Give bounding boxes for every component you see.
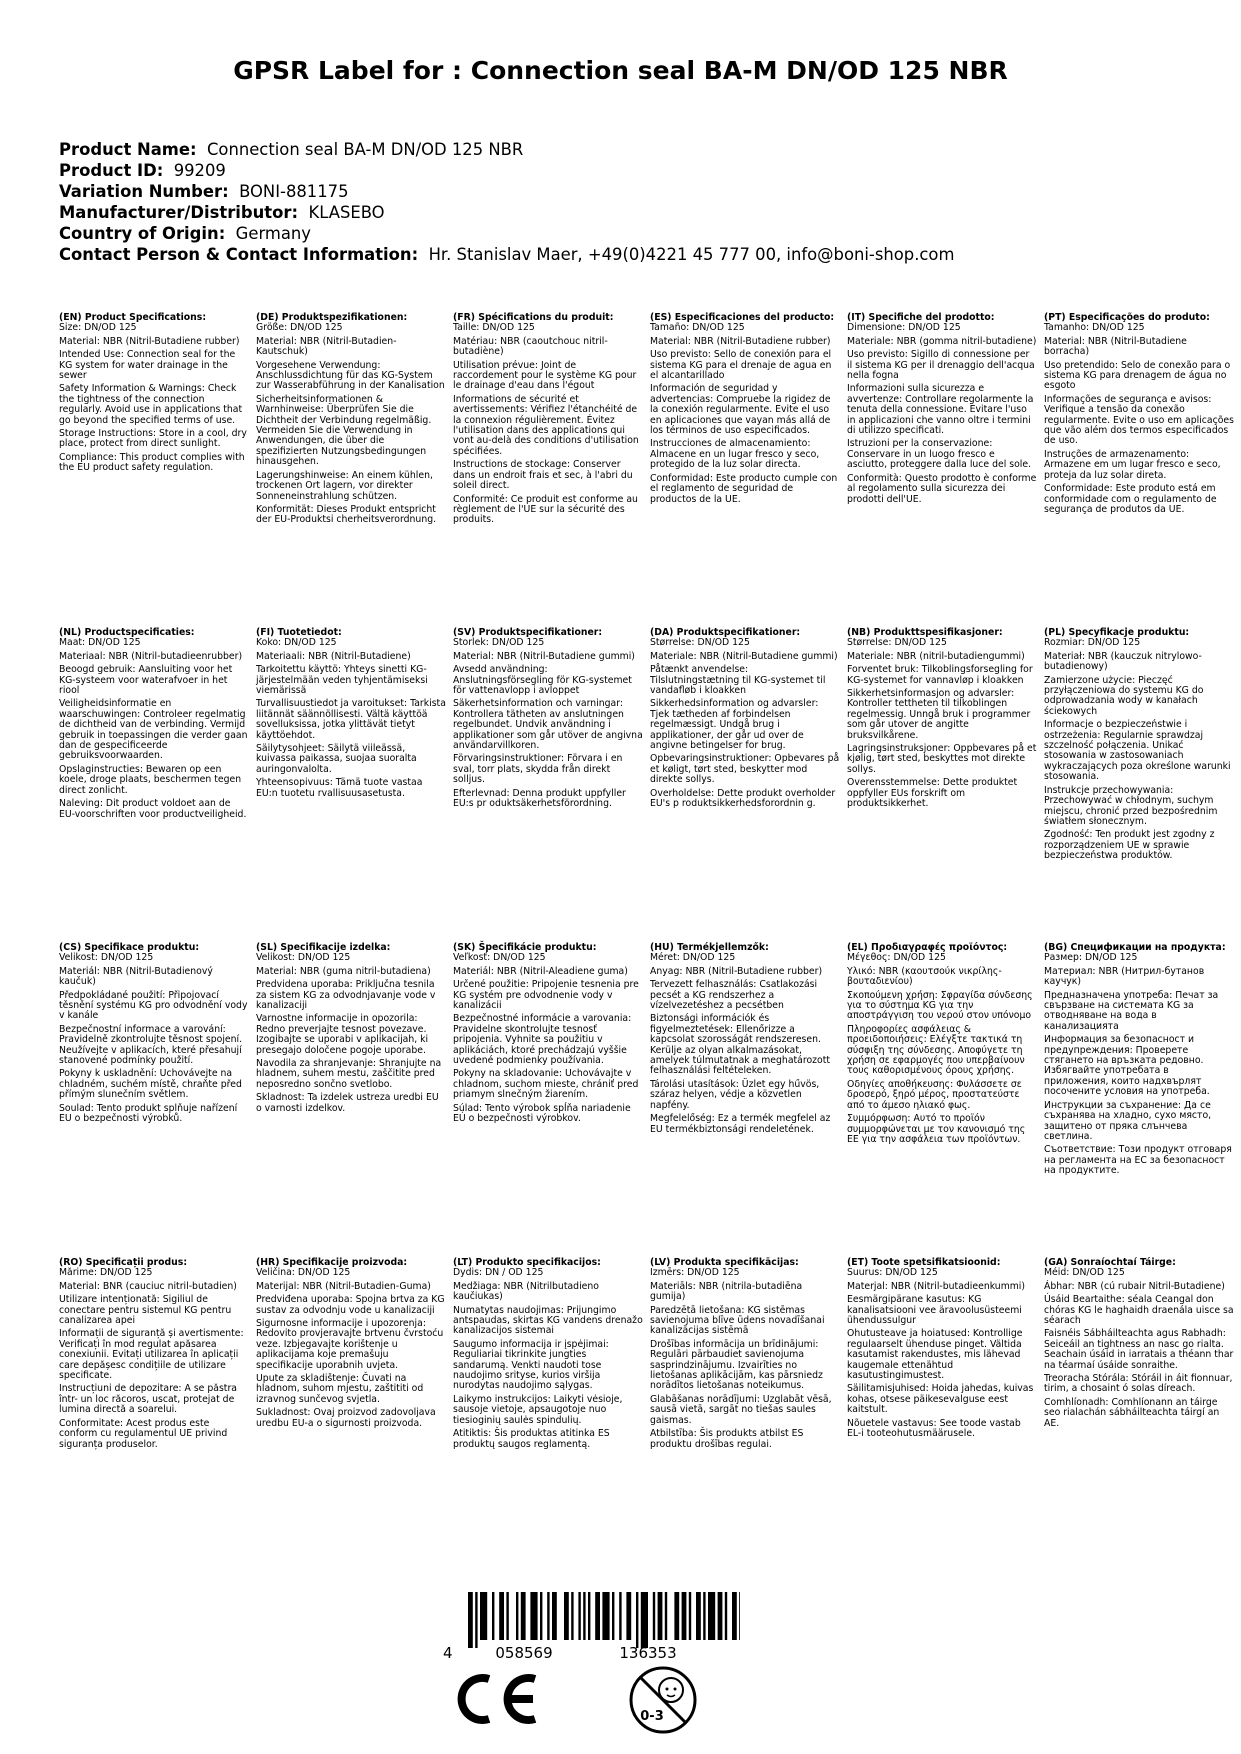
- spec-line: Overholdelse: Dette produkt overholder EU's p roduktsikkerhedsforordnin g.: [650, 787, 836, 810]
- barcode-bar: [530, 1592, 537, 1640]
- spec-section-heading: (LV) Produkta specifikācijas:: [650, 1257, 799, 1268]
- spec-line: Sukladnost: Ovaj proizvod zadovoljava uredbu EU-a o sigurnosti proizvoda.: [256, 1407, 436, 1429]
- spec-line: Beoogd gebruik: Aansluiting voor het KG-systeem voor waterafvoer in het riool: [59, 664, 233, 697]
- product-info-block: [59, 139, 954, 265]
- barcode-bar: [602, 1592, 609, 1640]
- spec-line: Numatytas naudojimas: Prijungimo antspaudas, skirtas KG vandens drenažo kanalizacijos sistemai: [453, 1304, 643, 1337]
- page-title: GPSR Label for : Connection seal BA-M DN/OD 125 NBR: [233, 56, 1008, 85]
- info-value: Germany: [235, 224, 312, 243]
- barcode-bar: [739, 1592, 740, 1640]
- spec-line: Utilizare intenționată: Sigiliul de conectare pentru sistemul KG pentru canalizarea apei: [59, 1294, 232, 1327]
- spec-line: Efterlevnad: Denna produkt uppfyller EU:s pr oduktsäkerhetsförordning.: [453, 787, 626, 810]
- spec-section-heading: (HR) Specifikacije proizvoda:: [256, 1257, 408, 1268]
- barcode-bars: [468, 1592, 740, 1648]
- spec-section-heading: (IT) Specifiche del prodotto:: [847, 312, 995, 323]
- spec-line: Avsedd användning: Anslutningsförsegling för KG-systemet för vattenavlopp i avloppet: [453, 664, 632, 697]
- spec-line: Предназначена употреба: Печат за свързване на системата KG за отводняване на вода в канализацията: [1044, 989, 1219, 1032]
- spec-section: [1044, 943, 1234, 1180]
- spec-line: Paredzētā lietošana: KG sistēmas savienojuma blīve ūdens novadīšanai kanalizācijas sistēmā: [650, 1304, 825, 1337]
- spec-section-heading: (FR) Spécifications du produit:: [453, 312, 614, 323]
- barcode-bar: [578, 1592, 580, 1640]
- spec-line: Pokyny k uskladnění: Uchovávejte na chladném, suchém místě, chraňte před přímým slunečním světlem.: [59, 1068, 242, 1101]
- spec-line: Lagerungshinweise: An einem kühlen, trockenen Ort lagern, vor direkter Sonneneinstrahlung schützen.: [256, 469, 433, 502]
- spec-line: Storage Instructions: Store in a cool, dry place, protect from direct sunlight.: [59, 428, 247, 450]
- barcode-bar: [636, 1592, 638, 1648]
- barcode-bar: [564, 1592, 569, 1640]
- spec-line: Säilytysohjeet: Säilytä viileässä, kuivassa paikassa, suojaa suoralta auringonvalolta.: [256, 743, 417, 775]
- spec-line: Uso previsto: Sigillo di connessione per il sistema KG per il drenaggio dell'acqua nella fogna: [847, 349, 1035, 382]
- spec-section: [650, 943, 840, 1138]
- spec-section-heading: (RO) Specificații produs:: [59, 1257, 188, 1268]
- barcode-bar: [725, 1592, 727, 1640]
- spec-section: [847, 1258, 1037, 1443]
- barcode-bar: [480, 1592, 487, 1640]
- spec-line: Glabāšanas norādījumi: Uzglabāt vēsā, sausā vietā, sargāt no tiešas saules gaismas.: [650, 1393, 832, 1426]
- barcode-bar: [595, 1592, 600, 1640]
- spec-line: Materiał: NBR (kauczuk nitrylowo-butadienowy): [1044, 650, 1202, 673]
- spec-line: Påtænkt anvendelse: Tilslutningstætning til KG-systemet til vandafløb i kloakken: [650, 664, 826, 697]
- spec-line: Veličina: DN/OD 125: [256, 1267, 351, 1279]
- spec-line: Förvaringsinstruktioner: Förvara i en sval, torr plats, skydda från direkt solljus.: [453, 753, 623, 786]
- spec-line: Istruzioni per la conservazione: Conservare in un luogo fresco e asciutto, proteggere dalla luce del sole.: [847, 438, 1032, 471]
- spec-line: Taille: DN/OD 125: [453, 322, 535, 334]
- spec-line: Υλικό: NBR (καουτσούκ νικρίλης-βουταδιενίου): [847, 965, 1002, 988]
- spec-section: [847, 943, 1037, 1148]
- barcode-bar: [506, 1592, 508, 1640]
- spec-line: Uso previsto: Sello de conexión para el sistema KG para el drenaje de agua en el alcantarillado: [650, 349, 832, 382]
- barcode-bar: [540, 1592, 542, 1640]
- spec-line: Материал: NBR (Нитрил-бутанов каучук): [1044, 965, 1205, 988]
- spec-section: [847, 313, 1037, 508]
- spec-line: Skladnost: Ta izdelek ustreza uredbi EU o varnosti izdelkov.: [256, 1092, 439, 1114]
- spec-line: Materiale: NBR (gomma nitril-butadiene): [847, 335, 1037, 347]
- spec-line: Material: BNR (cauciuc nitril-butadien): [59, 1280, 237, 1292]
- spec-line: Tamaño: DN/OD 125: [650, 322, 745, 334]
- spec-line: Konformität: Dieses Produkt entspricht der EU-Produktsi cherheitsverordnung.: [256, 503, 437, 526]
- barcode-bar: [612, 1592, 614, 1640]
- spec-line: Conformidad: Este producto cumple con el reglamento de seguridad de productos de la UE.: [650, 472, 838, 505]
- spec-line: Atitiktis: Šis produktas atitinka ES produktų saugos reglamentą.: [453, 1428, 610, 1450]
- spec-line: Soulad: Tento produkt splňuje nařízení EU o bezpečnosti výrobků.: [59, 1102, 238, 1125]
- spec-line: Инструкции за съхранение: Да се съхранява на хладно, сухо място, защитено от пряка слънчева светлина.: [1044, 1099, 1212, 1142]
- spec-line: Συμμόρφωση: Αυτό το προϊόν συμμορφώνεται με τον κανονισμό της ΕΕ για την ασφάλεια των προϊόντων.: [847, 1113, 1026, 1145]
- ean-barcode: [440, 1592, 740, 1662]
- spec-section: [1044, 1258, 1234, 1432]
- spec-line: Turvallisuustiedot ja varoitukset: Tarkista liitännät säännöllisesti. Vältä käyttöä sovelluksissa, jotka ylittävät tietyt käyttöehdot.: [256, 698, 446, 741]
- spec-section-heading: (PL) Specyfikacje produktu:: [1044, 627, 1190, 638]
- spec-section: [256, 943, 446, 1117]
- spec-line: Sikkerhetsinformasjon og advarsler: Kontroller tettheten til tilkoblingen regelmessig. Unngå bruk i programmer som går utover de angitte bruksvilkårene.: [847, 688, 1031, 741]
- spec-line: Ábhar: NBR (cú rubair Nitril-Butadiene): [1044, 1280, 1225, 1292]
- spec-line: Suurus: DN/OD 125: [847, 1267, 938, 1279]
- barcode-bar: [475, 1592, 477, 1648]
- barcode-digits-left: 058569: [495, 1644, 553, 1662]
- spec-line: Materjal: NBR (Nitril-butadieenkummi): [847, 1280, 1026, 1292]
- spec-line: Dimensione: DN/OD 125: [847, 322, 961, 334]
- spec-section: [256, 628, 446, 802]
- spec-line: Varnostne informacije in opozorila: Redno preverjajte tesnost povezave. Izogibajte se uporabi v aplikacijah, ki presegajo določene pogoje uporabe.: [256, 1013, 429, 1056]
- spec-line: Medžiaga: NBR (Nitrilbutadieno kaučiukas): [453, 1280, 599, 1303]
- info-value: BONI-881175: [239, 182, 349, 201]
- spec-line: Koko: DN/OD 125: [256, 637, 337, 649]
- spec-section: [650, 313, 840, 508]
- spec-line: Bezpečnostní informace a varování: Pravidelně zkontrolujte těsnost spojení. Neužívejte v aplikacích, které přesahují stanovené podmínky použití.: [59, 1023, 243, 1067]
- spec-section: [453, 313, 643, 529]
- barcode-bar: [708, 1592, 715, 1640]
- barcode-bar: [492, 1592, 494, 1640]
- spec-line: Uso pretendido: Selo de conexão para o sistema KG para drenagem de água no esgoto: [1044, 359, 1231, 392]
- spec-line: Sigurnosne informacije i upozorenja: Redovito provjeravajte brtvenu čvrstoću veze. Izbjegavajte korištenje u aplikacijama koje premašuju specifikacije uporabnih uvjeta.: [256, 1318, 444, 1371]
- barcode-bar: [718, 1592, 723, 1640]
- spec-line: Größe: DN/OD 125: [256, 322, 343, 334]
- not-for-children-0-3-icon: [627, 1664, 699, 1736]
- spec-line: Materiaal: NBR (Nitril-butadieenrubber): [59, 650, 243, 662]
- spec-line: Conformité: Ce produit est conforme au règlement de l'UE sur la sécurité des produits.: [453, 493, 638, 526]
- barcode-bar: [619, 1592, 621, 1640]
- info-row-contact: [59, 244, 954, 265]
- spec-line: Μέγεθος: DN/OD 125: [847, 952, 946, 964]
- info-key: Country of Origin:: [59, 224, 226, 243]
- spec-line: Izmērs: DN/OD 125: [650, 1267, 740, 1279]
- spec-line: Съответствие: Този продукт отговаря на регламента на ЕС за безопасност на продуктите.: [1044, 1144, 1232, 1177]
- spec-section-heading: (BG) Спецификации на продукта:: [1044, 942, 1226, 953]
- spec-line: Úsáid Beartaithe: séala Ceangal don chóras KG le haghaidh draenála uisce sa séarach: [1044, 1294, 1234, 1327]
- spec-line: Informações de segurança e avisos: Verifique a tensão da conexão regularmente. Evite o uso em aplicações que vão além dos termos especificados de uso.: [1044, 393, 1234, 447]
- spec-section-heading: (FI) Tuotetiedot:: [256, 627, 342, 638]
- spec-line: Sikkerhedsinformation og advarsler: Tjek tætheden af forbindelsen regelmæssigt. Undgå brug i applikationer, der går ud over de angivne betingelser for brug.: [650, 698, 819, 752]
- spec-line: Размер: DN/OD 125: [1044, 952, 1138, 964]
- spec-line: Predvidena uporaba: Priključna tesnila za sistem KG za odvodnjavanje vode v kanalizaciji: [256, 979, 436, 1012]
- info-key: Product Name:: [59, 140, 197, 159]
- spec-line: Rozmiar: DN/OD 125: [1044, 637, 1141, 649]
- spec-line: Forventet bruk: Tilkoblingsforsegling for KG-systemet for vannavløp i kloakken: [847, 664, 1033, 686]
- spec-section-heading: (SK) Špecifikácie produktu:: [453, 942, 597, 953]
- spec-line: Material: NBR (Nitril-Butadiene borracha): [1044, 335, 1187, 358]
- barcode-bar: [653, 1592, 655, 1640]
- spec-line: Material: NBR (Nitril-Butadiene rubber): [650, 335, 831, 347]
- info-row-manufacturer: [59, 202, 954, 223]
- spec-section: [847, 628, 1037, 813]
- spec-line: Veľkosť: DN/OD 125: [453, 952, 546, 964]
- spec-section-heading: (HU) Termékjellemzők:: [650, 942, 769, 953]
- spec-line: Megfelelőség: Ez a termék megfelel az EU termékbiztonsági rendeletének.: [650, 1113, 831, 1135]
- spec-line: Instrukcje przechowywania: Przechowywać w chłodnym, suchym miejscu, chronić przed bezpośrednim światłem słonecznym.: [1044, 784, 1218, 827]
- spec-line: Predviđena uporaba: Spojna brtva za KG sustav za odvodnju vode u kanalizaciji: [256, 1294, 445, 1316]
- barcode-bar: [626, 1592, 631, 1640]
- spec-line: Materiaali: NBR (Nitril-Butadiene): [256, 650, 411, 662]
- spec-line: Opslaginstructies: Bewaren op een koele, droge plaats, beschermen tegen direct zonlicht.: [59, 763, 242, 796]
- spec-section: [650, 1258, 840, 1453]
- spec-line: Materiale: NBR (nitril-butadiengummi): [847, 650, 1025, 662]
- spec-line: Material: NBR (guma nitril-butadiena): [256, 965, 431, 977]
- spec-line: Laikymo instrukcijos: Laikyti vėsioje, sausoje vietoje, apsaugotoje nuo tiesioginių saulės spindulių.: [453, 1393, 623, 1426]
- spec-line: Conformità: Questo prodotto è conforme al regolamento sulla sicurezza dei prodotti dell'UE.: [847, 472, 1037, 505]
- spec-line: Velikost: DN/OD 125: [256, 952, 351, 964]
- spec-section-heading: (PT) Especificações do produto:: [1044, 312, 1210, 323]
- barcode-bar: [521, 1592, 526, 1640]
- spec-line: Информация за безопасност и предупреждения: Проверете стягането на връзката редовно. Избягвайте употребата в приложения, които надхвърлят посочените условия на употреба.: [1044, 1034, 1210, 1098]
- spec-line: Comhlíonadh: Comhlíonann an táirge seo rialachán sábháilteachta táirgí an AE.: [1044, 1396, 1220, 1429]
- spec-line: Conformitate: Acest produs este conform cu regulamentul UE privind siguranța produselor.: [59, 1417, 228, 1450]
- spec-section-heading: (DE) Produktspezifikationen:: [256, 312, 408, 323]
- spec-line: Méid: DN/OD 125: [1044, 1267, 1125, 1279]
- info-row-variation-number: [59, 181, 954, 202]
- spec-line: Velikost: DN/OD 125: [59, 952, 154, 964]
- spec-line: Información de seguridad y advertencias: Compruebe la rigidez de la conexión regularmente. Evite el uso en aplicaciones que vayan más allá de los términos de uso especificados.: [650, 383, 831, 437]
- barcode-bar: [583, 1592, 585, 1640]
- spec-line: Σκοπούμενη χρήση: Σφραγίδα σύνδεσης για το σύστημα KG για την αποστράγγιση του νερού στον υπόνομο: [847, 989, 1033, 1022]
- spec-section: [1044, 628, 1234, 865]
- spec-section-heading: (DA) Produktspecifikationer:: [650, 627, 801, 638]
- info-value: Connection seal BA-M DN/OD 125 NBR: [206, 140, 524, 159]
- info-row-country-of-origin: [59, 223, 954, 244]
- spec-section-heading: (SV) Produktspecifikationer:: [453, 627, 603, 638]
- spec-line: Οδηγίες αποθήκευσης: Φυλάσσετε σε δροσερό, ξηρό μέρος, προστατεύστε από το άμεσο ηλιακό φως.: [847, 1078, 1022, 1111]
- barcode-bar: [674, 1592, 679, 1640]
- barcode-bar: [665, 1592, 667, 1640]
- spec-line: Méret: DN/OD 125: [650, 952, 736, 964]
- spec-section: [256, 1258, 446, 1432]
- spec-line: Informazioni sulla sicurezza e avvertenze: Controllare regolarmente la tenuta della connessione. Evitare l'uso in applicazioni che vanno oltre i termini di utilizzo specificati.: [847, 383, 1034, 437]
- spec-line: Maat: DN/OD 125: [59, 637, 141, 649]
- spec-line: Materiál: NBR (Nitril-Aleadiene guma): [453, 965, 628, 977]
- spec-section-heading: (EN) Product Specifications:: [59, 312, 207, 323]
- info-row-product-id: [59, 160, 954, 181]
- spec-section: [59, 1258, 249, 1453]
- barcode-bar: [732, 1592, 737, 1640]
- info-value: Hr. Stanislav Maer, +49(0)4221 45 777 00, info@boni-shop.com: [428, 245, 955, 264]
- spec-line: Säkerhetsinformation och varningar: Kontrollera tätheten av anslutningen regelbundet. Undvik användning i applikationer som går utöver de angivna användarvillkoren.: [453, 698, 643, 752]
- spec-line: Sicherheitsinformationen & Warnhinweise: Überprüfen Sie die Dichtheit der Verbindung regelmäßig. Vermeiden Sie die Verwendung in Anwendungen, die über die spezifizierten Nutzungsbedingungen hinausgehen.: [256, 393, 432, 468]
- spec-line: Určené použitie: Pripojenie tesnenia pre KG systém pre odvodnenie vody v kanalizácii: [453, 979, 639, 1012]
- spec-line: Instrucțiuni de depozitare: A se păstra într- un loc răcoros, uscat, protejat de lumina directă a soarelui.: [59, 1383, 237, 1416]
- spec-line: Bezpečnostné informácie a varovania: Pravidelne skontrolujte tesnosť pripojenia. Vyhnite sa použitiu v aplikáciách, ktoré prechádzajú vyššie uvedené podmienky používania.: [453, 1013, 632, 1067]
- spec-section: [650, 628, 840, 813]
- spec-line: Säilitamisjuhised: Hoida jahedas, kuivas kohas, otsese päikesevalguse eest kaitstult.: [847, 1383, 1034, 1416]
- spec-line: Upute za skladištenje: Čuvati na hladnom, suhom mjestu, zaštititi od izravnog sunčevog svjetla.: [256, 1373, 424, 1405]
- spec-line: Biztonsági információk és figyelmeztetések: Ellenőrizze a kapcsolat szorosságát rendszeresen. Kerülje az olyan alkalmazásokat, amelyek túlmutatnak a meghatározott felhasználási feltételeken.: [650, 1013, 831, 1077]
- spec-line: Ohutusteave ja hoiatused: Kontrollige regulaarselt ühenduse pinget. Vältida kasutamist rakendustes, mis lähevad kaugemale ettenähtud kasutustingimustest.: [847, 1328, 1023, 1382]
- spec-line: Overensstemmelse: Dette produktet oppfyller EUs forskrift om produktsikkerhet.: [847, 777, 1018, 810]
- spec-line: Conformidade: Este produto está em conformidade com o regulamento de segurança de produtos da UE.: [1044, 483, 1217, 515]
- spec-line: Materiál: NBR (Nitril-Butadienový kaučuk): [59, 965, 213, 988]
- barcode-bar: [588, 1592, 590, 1640]
- spec-line: Materijal: NBR (Nitril-Butadien-Guma): [256, 1280, 431, 1292]
- barcode-digit-prefix: 4: [443, 1644, 453, 1662]
- spec-line: Saugumo informacija ir įspėjimai: Reguliariai tikrinkite jungties sandarumą. Venkti naudoti tose naudojimo srityse, kurios viršija nurodytas naudojimo sąlygas.: [453, 1338, 609, 1392]
- age-range-label: 0-3: [640, 1709, 664, 1724]
- spec-section-heading: (NB) Produkttspesifikasjoner:: [847, 627, 1003, 638]
- spec-line: Vorgesehene Verwendung: Anschlussdichtung für das KG-System zur Wasserabführung in der Kanalisation: [256, 359, 445, 392]
- barcode-bar: [571, 1592, 573, 1640]
- spec-line: Zgodność: Ten produkt jest zgodny z rozporządzeniem UE w sprawie bezpieczeństwa produktów.: [1044, 829, 1215, 862]
- barcode-bar: [658, 1592, 663, 1640]
- spec-line: Materiale: NBR (Nitril-Butadiene gummi): [650, 650, 838, 662]
- spec-line: Faisnéis Sábháilteachta agus Rabhadh: Seiceáil an tightness an nasc go rialta. Seachain úsáid in iarratais a théann thar na téarmaí úsáide sonraithe.: [1044, 1328, 1234, 1371]
- info-key: Manufacturer/Distributor:: [59, 203, 299, 222]
- info-value: 99209: [173, 161, 226, 180]
- spec-section-heading: (SL) Specifikacije izdelka:: [256, 942, 391, 953]
- spec-line: Mărime: DN/OD 125: [59, 1267, 153, 1279]
- spec-line: Zamierzone użycie: Pieczęć przyłączeniowa do systemu KG do odprowadzania wody w kanałach ściekowych: [1044, 674, 1204, 717]
- barcode-bar: [641, 1592, 648, 1648]
- spec-line: Veiligheidsinformatie en waarschuwingen: Controleer regelmatig de dichtheid van de verbinding. Vermijd gebruik in toepassingen die verder gaan dan de gespecificeerde gebruiksvoorwaarden.: [59, 698, 248, 762]
- spec-line: Matériau: NBR (caoutchouc nitril-butadiène): [453, 335, 608, 358]
- info-key: Product ID:: [59, 161, 164, 180]
- spec-line: Material: NBR (Nitril-Butadiene rubber): [59, 335, 240, 347]
- spec-line: Tarkoitettu käyttö: Yhteys sinetti KG-järjestelmään veden tyhjentämiseksi viemärissä: [256, 664, 428, 697]
- spec-line: Súlad: Tento výrobok spĺňa nariadenie EÚ o bezpečnosti výrobkov.: [453, 1102, 631, 1125]
- spec-line: Anyag: NBR (Nitril-Butadiene rubber): [650, 965, 823, 977]
- spec-line: Naleving: Dit product voldoet aan de EU-voorschriften voor productveiligheid.: [59, 798, 247, 820]
- barcode-bar: [499, 1592, 504, 1640]
- spec-line: Størrelse: DN/OD 125: [650, 637, 750, 649]
- spec-line: Tamanho: DN/OD 125: [1044, 322, 1145, 334]
- barcode-bar: [703, 1592, 705, 1640]
- spec-line: Storlek: DN/OD 125: [453, 637, 545, 649]
- spec-section-heading: (LT) Produkto specifikacijos:: [453, 1257, 601, 1268]
- spec-line: Material: NBR (Nitril-Butadiene gummi): [453, 650, 635, 662]
- barcode-bar: [468, 1592, 473, 1648]
- spec-line: Πληροφορίες ασφάλειας & προειδοποιήσεις: Ελέγξτε τακτικά τη σύσφιξη της σύνδεσης. Αποφύγετε τη χρήση σε εφαρμογές που υπερβαίνουν τους καθορισμένους όρους χρήσης.: [847, 1023, 1025, 1077]
- info-key: Variation Number:: [59, 182, 229, 201]
- spec-line: Size: DN/OD 125: [59, 322, 137, 334]
- spec-line: Utilisation prévue: Joint de raccordement pour le système KG pour le drainage d'eau dans l'égout: [453, 359, 637, 392]
- spec-line: Pokyny na skladovanie: Uchovávajte v chladnom, suchom mieste, chrániť pred priamym slnečným žiarením.: [453, 1068, 639, 1101]
- spec-line: Drošības informācija un brīdinājumi: Regulāri pārbaudiet savienojuma sasprindzinājumu. Izvairīties no lietošanas aplikācijām, kas pārsniedz norādītos lietošanas noteikumus.: [650, 1338, 823, 1392]
- spec-line: Tervezett felhasználás: Csatlakozási pecsét a KG rendszerhez a vízelvezetéshez a pecsétben: [650, 979, 818, 1012]
- spec-section: [1044, 313, 1234, 518]
- spec-section: [59, 943, 249, 1128]
- barcode-digits-right: 136353: [619, 1644, 677, 1662]
- spec-line: Atbilstība: Šis produkts atbilst ES produktu drošības regulai.: [650, 1428, 804, 1450]
- barcode-bar: [516, 1592, 518, 1640]
- spec-section: [453, 1258, 643, 1453]
- spec-section-heading: (CS) Specifikace produktu:: [59, 942, 200, 953]
- spec-line: Safety Information & Warnings: Check the tightness of the connection regularly. Avoid use in applications that go beyond the specified terms of use.: [59, 383, 243, 426]
- spec-line: Informacje o bezpieczeństwie i ostrzeżenia: Regularnie sprawdzaj szczelność połączenia. Unikać stosowania w zastosowaniach wykraczających poza określone warunki stosowania.: [1044, 719, 1231, 783]
- spec-line: Informations de sécurité et avertissements: Vérifiez l'étanchéité de la connexion régulièrement. Évitez l'utilisation dans des applications qui vont au-delà des conditions d'utilisation spécifiées.: [453, 393, 639, 457]
- info-key: Contact Person & Contact Information:: [59, 245, 419, 264]
- spec-section: [59, 313, 249, 477]
- barcode-bar: [552, 1592, 557, 1640]
- spec-line: Yhteensopivuus: Tämä tuote vastaa EU:n tuotetu rvallisuusasetusta.: [256, 777, 423, 799]
- barcode-bar: [689, 1592, 691, 1640]
- spec-section: [453, 628, 643, 813]
- spec-line: Compliance: This product complies with the EU product safety regulation.: [59, 451, 245, 474]
- spec-line: Materiāls: NBR (nitrila-butadiēna gumija): [650, 1280, 803, 1303]
- spec-line: Instrucciones de almacenamiento: Almacene en un lugar fresco y seco, protegido de la luz solar directa.: [650, 438, 820, 471]
- spec-line: Informații de siguranță și avertismente: Verificați în mod regulat apăsarea conexiunii. Evitați utilizarea în aplicații care depășesc condițiile de utilizare specificate.: [59, 1328, 244, 1382]
- spec-section: [59, 628, 249, 823]
- spec-line: Lagringsinstruksjoner: Oppbevares på et kjølig, tørt sted, beskyttes mot direkte sollys.: [847, 743, 1037, 775]
- spec-line: Instructions de stockage: Conserver dans un endroit frais et sec, à l'abri du soleil direct.: [453, 459, 633, 492]
- spec-line: Eesmärgipärane kasutus: KG kanalisatsiooni vee äravoolusüsteemi ühendussulgur: [847, 1294, 1022, 1327]
- spec-line: Opbevaringsinstruktioner: Opbevares på et køligt, tørt sted, beskytter mod direkte sollys.: [650, 753, 840, 786]
- info-value: KLASEBO: [308, 203, 385, 222]
- spec-line: Dydis: DN / OD 125: [453, 1267, 544, 1279]
- info-row-product-name: [59, 139, 954, 160]
- spec-line: Navodila za shranjevanje: Shranjujte na hladnem, suhem mestu, zaščitite pred neposredno sončno svetlobo.: [256, 1058, 442, 1090]
- spec-section: [453, 943, 643, 1128]
- spec-line: Material: NBR (Nitril-Butadien-Kautschuk): [256, 335, 397, 358]
- spec-line: Tárolási utasítások: Üzlet egy hűvös, száraz helyen, védje a közvetlen napfény.: [650, 1078, 820, 1111]
- spec-section-heading: (ET) Toote spetsifikatsioonid:: [847, 1257, 1001, 1268]
- spec-section-heading: (NL) Productspecificaties:: [59, 627, 195, 638]
- spec-section: [256, 313, 446, 529]
- ce-mark-icon: [455, 1669, 539, 1729]
- spec-line: Størrelse: DN/OD 125: [847, 637, 947, 649]
- barcode-bar: [547, 1592, 549, 1640]
- spec-line: Intended Use: Connection seal for the KG system for water drainage in the sewer: [59, 349, 236, 382]
- spec-section-heading: (EL) Προδιαγραφές προϊόντος:: [847, 942, 1008, 953]
- spec-line: Treoracha Stórála: Stóráil in áit fionnuar, tirim, a chosaint ó solas díreach.: [1044, 1373, 1233, 1395]
- spec-line: Instruções de armazenamento: Armazene em um lugar fresco e seco, proteja da luz solar direta.: [1044, 448, 1221, 481]
- spec-line: Nõuetele vastavus: See toode vastab EL-i tooteohutusmäärusele.: [847, 1417, 1021, 1440]
- spec-section-heading: (ES) Especificaciones del producto:: [650, 312, 835, 323]
- barcode-bar: [696, 1592, 701, 1640]
- barcode-bar: [682, 1592, 687, 1640]
- spec-section-heading: (GA) Sonraíochtaí Táirge:: [1044, 1257, 1176, 1268]
- spec-line: Předpokládané použití: Připojovací těsnění systému KG pro odvodnění vody v kanále: [59, 989, 248, 1022]
